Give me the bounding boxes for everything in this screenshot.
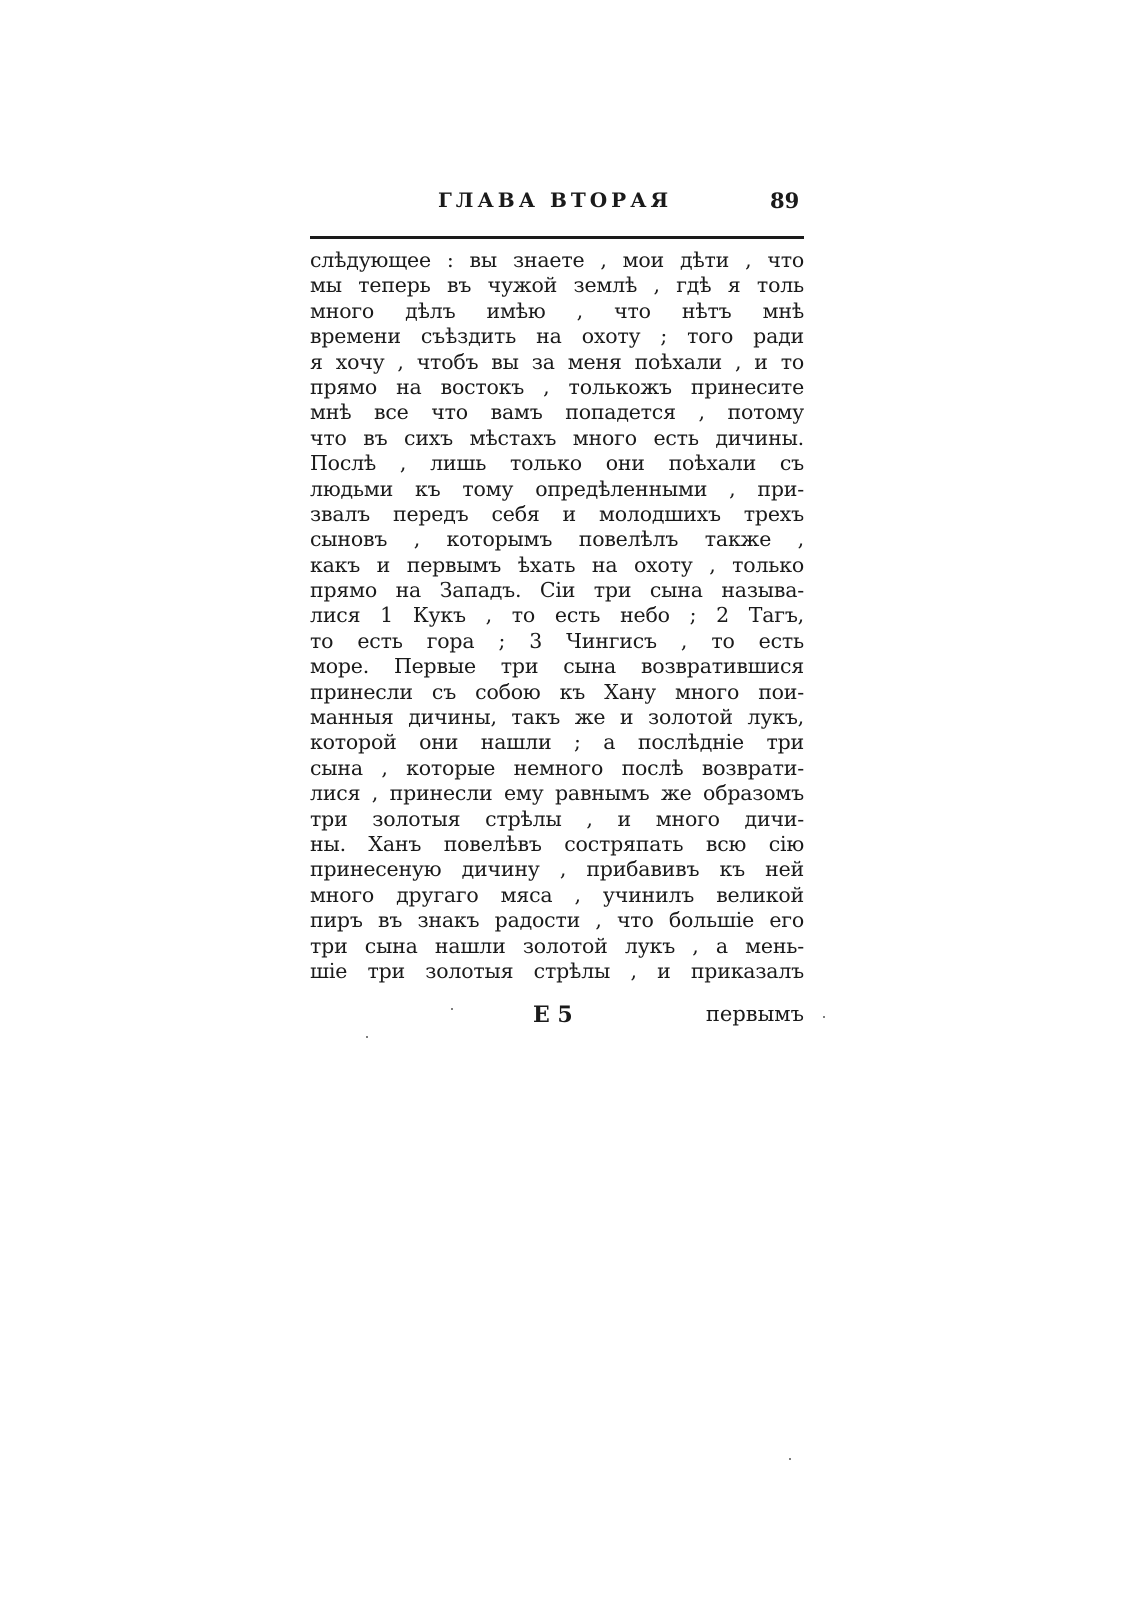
paper-speck <box>366 1036 368 1038</box>
paper-speck <box>789 1458 791 1460</box>
text-line: времени съѣздить на охоту ; того ради <box>310 324 804 349</box>
text-line: лися , принесли ему равнымъ же образомъ <box>310 781 804 806</box>
text-line: море. Первые три сына возвратившися <box>310 654 804 679</box>
text-line: которой они нашли ; а послѣдніе три <box>310 730 804 755</box>
text-line: сына , которые немного послѣ возврати- <box>310 755 804 780</box>
text-line: слѣдующее : вы знаете , мои дѣти , что <box>310 248 804 272</box>
text-line: Послѣ , лишь только они поѣхали съ <box>310 451 804 476</box>
running-title: ГЛАВА ВТОРАЯ <box>438 188 673 212</box>
text-line: принесли съ собою къ Хану много пои- <box>310 679 804 704</box>
text-line: пиръ въ знакъ радости , что большіе его <box>310 908 804 933</box>
paper-speck <box>451 1008 453 1010</box>
text-line: мы теперь въ чужой землѣ , гдѣ я толь <box>310 273 804 298</box>
text-line: манныя дичины, такъ же и золотой лукъ, <box>310 705 804 730</box>
text-line: шіе три золотыя стрѣлы , и приказалъ <box>310 958 804 983</box>
catchword: первымъ <box>705 1002 804 1026</box>
text-line: лися 1 Кукъ , то есть небо ; 2 Тагъ, <box>310 603 804 628</box>
text-line: то есть гора ; 3 Чингисъ , то есть <box>310 628 804 653</box>
page-number: 89 <box>770 188 800 213</box>
page-footer <box>310 1002 804 1030</box>
body-text <box>310 248 804 984</box>
text-line: какъ и первымъ ѣхать на охоту , только <box>310 552 804 577</box>
text-line: я хочу , чтобъ вы за меня поѣхали , и то <box>310 349 804 374</box>
text-line: принесеную дичину , прибавивъ къ ней <box>310 857 804 882</box>
text-line: много дѣлъ имѣю , что нѣтъ мнѣ <box>310 298 804 323</box>
text-line: прямо на востокъ , толькожъ принесите <box>310 374 804 399</box>
text-line: ны. Ханъ повелѣвъ состряпать всю сію <box>310 831 804 856</box>
text-line: три сына нашли золотой лукъ , а мень- <box>310 933 804 958</box>
text-line: звалъ передъ себя и молодшихъ трехъ <box>310 501 804 526</box>
text-line: мнѣ все что вамъ попадется , потому <box>310 400 804 425</box>
text-line: три золотыя стрѣлы , и много дичи- <box>310 806 804 831</box>
text-line: сыновъ , которымъ повелѣлъ также , <box>310 527 804 552</box>
text-line: прямо на Западъ. Сіи три сына называ- <box>310 578 804 603</box>
text-line: людьми къ тому опредѣленными , при- <box>310 476 804 501</box>
paper-speck <box>823 1016 825 1018</box>
text-line: что въ сихъ мѣстахъ много есть дичины. <box>310 425 804 450</box>
signature-mark: E 5 <box>533 1002 573 1028</box>
header-rule <box>310 236 804 239</box>
text-line: много другаго мяса , учинилъ великой <box>310 882 804 907</box>
